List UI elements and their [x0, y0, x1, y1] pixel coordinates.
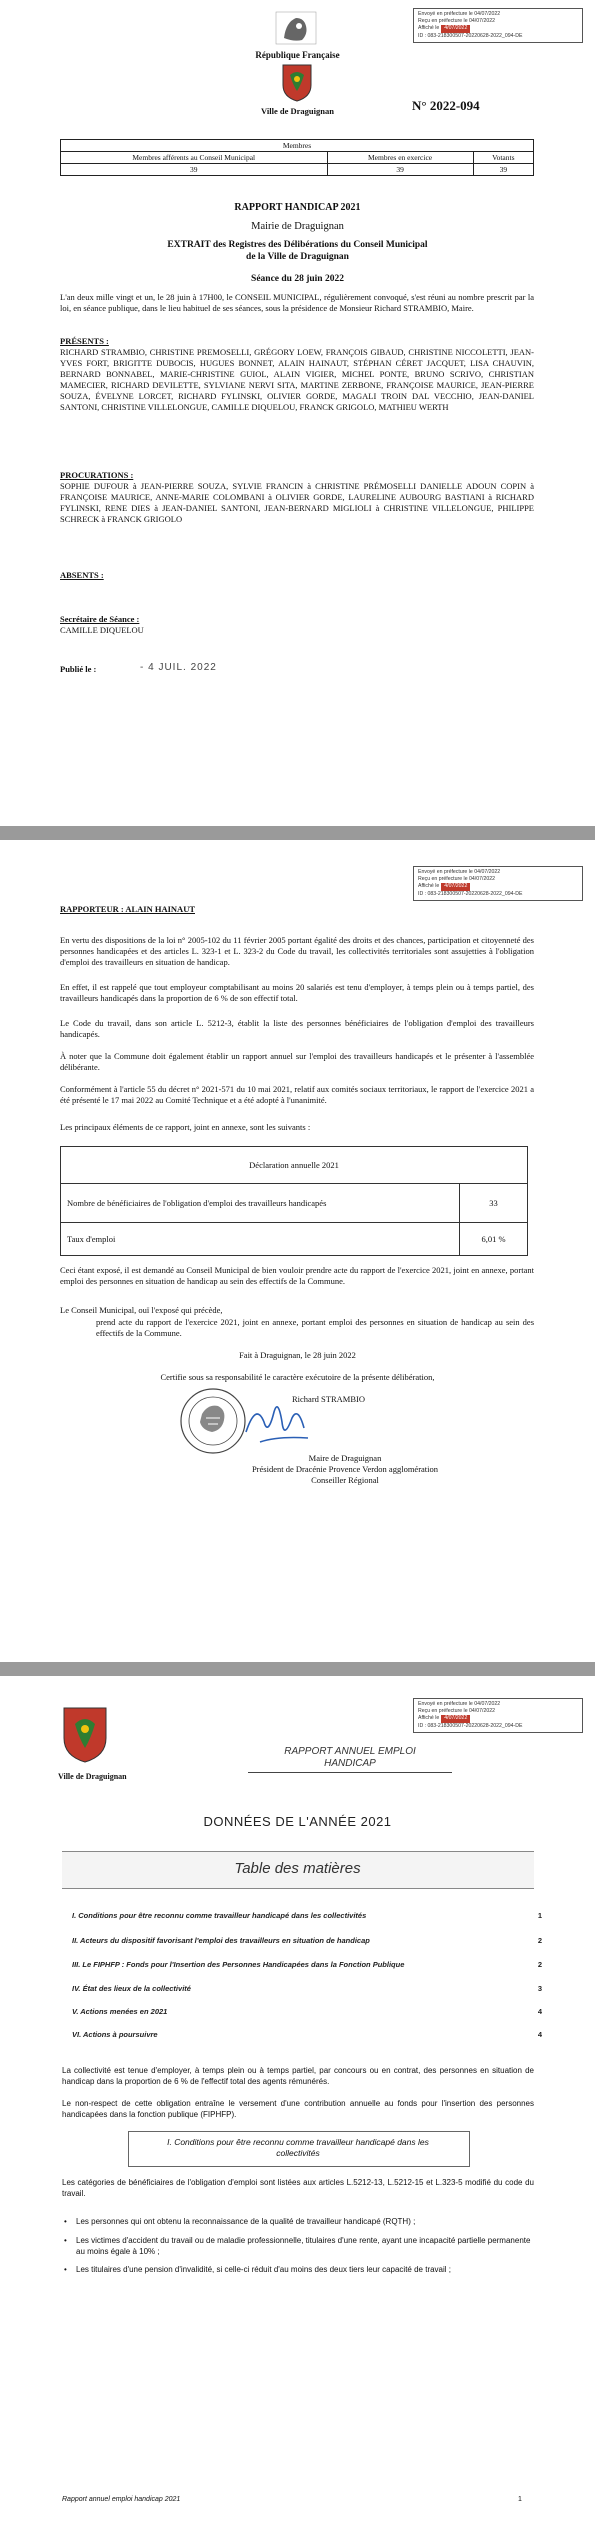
- page-deliberation: [0, 0, 595, 826]
- bullet-item: • Les victimes d'accident du travail ou de maladie professionnelle, titulaires d'une rente, ayant une incapacité partielle permanente au moins égale à 10% ;: [76, 2236, 536, 2257]
- prefecture-stamp: [413, 866, 583, 901]
- stamp-line: Envoyé en préfecture le 04/07/2022: [418, 1701, 501, 1707]
- toc-item-label: III. Le FIPHFP : Fonds pour l'Insertion des Personnes Handicapées dans la Fonction Publique: [72, 1960, 405, 1969]
- ville-label: Ville de Draguignan: [58, 1772, 127, 1781]
- stamp-date: 4/07/2022: [441, 883, 470, 890]
- toc-item-label: IV. État des lieux de la collectivité: [72, 1984, 191, 1993]
- paragraph-categories: Les catégories de bénéficiaires de l'obligation d'emploi sont listées aux articles L.5212-13, L.5212-15 et L.323-5 modifié du code du travail.: [62, 2178, 534, 2198]
- members-value: 39: [61, 164, 328, 176]
- stamp-line: ID : 083-218300507-20220628-2022_094-DE: [418, 1722, 523, 1729]
- page-annexe: [0, 1676, 595, 2536]
- stamp-line: Envoyé en préfecture le 04/07/2022: [418, 11, 501, 17]
- presents-list: RICHARD STRAMBIO, CHRISTINE PREMOSELLI, GRÉGORY LOEW, FRANÇOIS GIBAUD, CHRISTINE NICCOLETTI, JEAN-YVES FORT, BRIGITTE DUBOCIS, HUGUES BONNET, ALAIN HAINAUT, STÉPHAN CÉRET JACQUET, LISA CHAUVIN, BERNARD BONNABEL, MARIE-CHRISTINE GUIOL, ALAIN VIGIER, MICHEL PONTE, BRUNO SCRIVO, CHRISTIAN MAMECIER, RICHARD DEVILETTE, SYLVIANE NERVI SITA, MARTINE ZERBONE, FRANÇOISE MAURICE, JEAN-PIERRE SOUZA, ÉVELYNE LORCET, RICHARD FYLINSKI, OLIVIER GORDE, MAGALI TROIN DAL VECCHIO, JEAN-DANIEL SANTONI, CHRISTINE VILLELONGUE, CAMILLE DIQUELOU, FRANCK GRIGOLO, MATHIEU WERTH: [60, 347, 534, 412]
- stamp-line: ID : 083-218300507-20220628-2022_094-DE: [418, 890, 523, 897]
- header-line2: HANDICAP: [324, 1758, 376, 1769]
- mairie-label: Mairie de Draguignan: [251, 221, 344, 232]
- beneficiaires-label: Nombre de bénéficiaires de l'obligation d'emploi des travailleurs handicapés: [61, 1184, 460, 1223]
- stamp-line: Reçu en préfecture le 04/07/2022: [418, 18, 496, 25]
- toc-item[interactable]: [72, 1936, 542, 1945]
- stamp-date: 4/07/2022: [441, 1715, 470, 1722]
- declaration-title: Déclaration annuelle 2021: [61, 1147, 528, 1184]
- stamp-line: Reçu en préfecture le 04/07/2022: [418, 876, 496, 883]
- toc-item-page: 2: [537, 1960, 542, 1969]
- toc-item[interactable]: [72, 1984, 542, 1993]
- prefecture-stamp: [413, 8, 583, 43]
- stamp-line: Affiché le 4/07/2022: [418, 883, 578, 890]
- fait-a: Fait à Draguignan, le 28 juin 2022: [239, 1350, 356, 1360]
- extrait-line1: EXTRAIT des Registres des Délibérations du Conseil Municipal: [167, 240, 428, 250]
- absents-label: ABSENTS :: [60, 570, 104, 580]
- secretaire-name: CAMILLE DIQUELOU: [60, 625, 144, 635]
- city-crest-icon: [62, 1706, 108, 1769]
- republic-emblem: [272, 8, 320, 53]
- signer-title1: Maire de Draguignan: [308, 1453, 382, 1463]
- intro-paragraph: L'an deux mille vingt et un, le 28 juin à 17H00, le CONSEIL MUNICIPAL, régulièrement convoqué, s'est réuni au nombre prescrit par la loi, en séance publique, dans le lieu habituel de ses séances, sous la présidence de Monsieur Richard STRAMBIO, Maire.: [60, 292, 534, 313]
- paragraph-loi: En vertu des dispositions de la loi n° 2005-102 du 11 février 2005 portant égalité des droits et des chances, participation et citoyenneté des personnes handicapées et des articles L. 323-1 et L. 323-2 du Code du travail, les collectivités territoriales sont assujetties à l'obligation d'emploi des travailleurs en situation de handicap.: [60, 935, 534, 967]
- stamp-line: Affiché le 4/07/2022: [418, 25, 578, 32]
- stamp-line: ID : 083-218300507-20220628-2022_094-DE: [418, 32, 523, 39]
- section1-title-line1: I. Conditions pour être reconnu comme travailleur handicapé dans les: [167, 2137, 429, 2147]
- publie-label: Publié le :: [60, 664, 97, 674]
- toc-item-label: VI. Actions à poursuivre: [72, 2030, 158, 2039]
- prefecture-stamp: [413, 1698, 583, 1733]
- header-line1: RAPPORT ANNUEL EMPLOI: [284, 1746, 416, 1757]
- toc-item-page: 3: [537, 1984, 542, 1993]
- bullet-item: • Les titulaires d'une pension d'invalidité, si celle-ci réduit d'au moins des deux tiers leur capacité de travail ;: [76, 2265, 536, 2276]
- members-header: Votants: [473, 152, 533, 164]
- declaration-table: [60, 1146, 528, 1256]
- paragraph-code: Le Code du travail, dans son article L. 5212-3, établit la liste des personnes bénéficiaires de l'obligation d'emploi des travailleurs handicapés.: [60, 1018, 534, 1039]
- toc-item[interactable]: [72, 2030, 542, 2039]
- paragraph-rappel: En effet, il est rappelé que tout employeur comptabilisant au moins 20 salariés est tenu d'employer, à temps plein ou à temps partiel, des travailleurs handicapés dans la proportion de 6 % de son effectif total.: [60, 982, 534, 1003]
- report-title: RAPPORT HANDICAP 2021: [234, 202, 361, 213]
- members-value: 39: [327, 164, 473, 176]
- members-value: 39: [473, 164, 533, 176]
- bullet-item: • Les personnes qui ont obtenu la reconnaissance de la qualité de travailleur handicapé (RQTH) ;: [76, 2217, 536, 2228]
- certifie: Certifie sous sa responsabilité le caractère exécutoire de la présente délibération,: [160, 1372, 435, 1382]
- toc-item-page: 2: [537, 1936, 542, 1945]
- taux-label: Taux d'emploi: [61, 1223, 460, 1256]
- ville-label: Ville de Draguignan: [261, 106, 334, 116]
- procurations-list: SOPHIE DUFOUR à JEAN-PIERRE SOUZA, SYLVIE FRANCIN à CHRISTINE PRÉMOSELLI DANIELLE ADOUN COPIN à FRANÇOISE MAURICE, ANNE-MARIE COLOMBANI à OLIVIER GORDE, LAURELINE AUBOURG BASTIANI à RICHARD FYLINSKI, RENE DIES à JEAN-DANIEL SANTONI, JEAN-BERNARD MIGLIOLI à CHRISTINE VILLELONGUE, PHILIPPE SCHRECK à FRANCK GRIGOLO: [60, 481, 534, 524]
- toc-item-page: 1: [537, 1911, 542, 1920]
- signer-title2: Président de Dracénie Provence Verdon agglomération: [251, 1464, 439, 1474]
- header-rule: [248, 1772, 452, 1773]
- stamp-line: Affiché le 4/07/2022: [418, 1715, 578, 1722]
- paragraph-commune: À noter que la Commune doit également établir un rapport annuel sur l'emploi des travailleurs handicapés et le présenter à l'assemblée délibérante.: [60, 1051, 534, 1072]
- stamp-date: 4/07/2022: [441, 25, 470, 32]
- republique-label: République Française: [255, 50, 340, 60]
- rapporteur-label: RAPPORTEUR : ALAIN HAINAUT: [60, 904, 195, 914]
- paragraph-non-respect: Le non-respect de cette obligation entraîne le versement d'une contribution annuelle au fonds pour l'insertion des personnes handicapées dans la fonction publique (FIPHFP).: [62, 2099, 534, 2119]
- signer-name: Richard STRAMBIO: [292, 1394, 365, 1404]
- members-table: [60, 139, 534, 176]
- paragraph-elements: Les principaux éléments de ce rapport, joint en annexe, sont les suivants :: [60, 1122, 311, 1132]
- paragraph-oui: Le Conseil Municipal, ouï l'exposé qui précède,: [60, 1305, 223, 1315]
- taux-value: 6,01 %: [460, 1223, 528, 1256]
- deliberation-number: N° 2022-094: [412, 98, 480, 113]
- presents-label: PRÉSENTS :: [60, 336, 109, 346]
- toc-item-page: 4: [537, 2007, 542, 2016]
- signer-title3: Conseiller Régional: [311, 1475, 379, 1485]
- toc-item-page: 4: [537, 2030, 542, 2039]
- toc-item[interactable]: [72, 2007, 542, 2016]
- paragraph-decret: Conformément à l'article 55 du décret n° 2021-571 du 10 mai 2021, relatif aux comités sociaux territoriaux, le rapport de l'exercice 2021 a été présenté le 17 mai 2022 au Comité Technique et a été adopté à l'unanimité.: [60, 1084, 534, 1105]
- toc-title: Table des matières: [234, 1860, 361, 1877]
- secretaire-label: Secrétaire de Séance :: [60, 614, 140, 624]
- members-title: Membres: [61, 140, 534, 152]
- section1-title-line2: collectivités: [276, 2148, 320, 2158]
- extrait-line2: de la Ville de Draguignan: [246, 252, 349, 262]
- paragraph-expose: Ceci étant exposé, il est demandé au Conseil Municipal de bien vouloir prendre acte du rapport de l'exercice 2021, joint en annexe, portant emploi des personnes en situation de handicap au sein des effectifs de la Commune.: [60, 1265, 534, 1286]
- toc-item-label: II. Acteurs du dispositif favorisant l'emploi des travailleurs en situation de handicap: [72, 1936, 370, 1945]
- seance-date: Séance du 28 juin 2022: [251, 274, 344, 284]
- stamp-line: Reçu en préfecture le 04/07/2022: [418, 1708, 496, 1715]
- donnees-title: DONNÉES DE L'ANNÉE 2021: [203, 1814, 392, 1829]
- footer-left: Rapport annuel emploi handicap 2021: [62, 2496, 181, 2503]
- toc-item-label: I. Conditions pour être reconnu comme travailleur handicapé dans les collectivités: [72, 1911, 367, 1920]
- toc-item-label: V. Actions menées en 2021: [72, 2007, 168, 2016]
- footer-page-number: 1: [518, 2496, 522, 2503]
- members-header: Membres afférents au Conseil Municipal: [61, 152, 328, 164]
- procurations-label: PROCURATIONS :: [60, 470, 134, 480]
- beneficiaires-value: 33: [460, 1184, 528, 1223]
- paragraph-prend-acte: prend acte du rapport de l'exercice 2021, joint en annexe, portant emploi des personnes en situation de handicap au sein des effectifs de la Commune.: [96, 1317, 534, 1338]
- toc-item[interactable]: [72, 1911, 542, 1920]
- city-crest-icon: [281, 63, 313, 108]
- members-header: Membres en exercice: [327, 152, 473, 164]
- paragraph-collectivite: La collectivité est tenue d'employer, à temps plein ou à temps partiel, par concours ou en contrat, des personnes en situation de handicap dans la proportion de 6 % de l'effectif total des agents rémunérés.: [62, 2066, 534, 2086]
- stamp-line: Envoyé en préfecture le 04/07/2022: [418, 869, 501, 875]
- toc-item[interactable]: [72, 1960, 542, 1969]
- page-rapport: [0, 840, 595, 1662]
- publie-stamp: - 4 JUIL. 2022: [140, 662, 217, 673]
